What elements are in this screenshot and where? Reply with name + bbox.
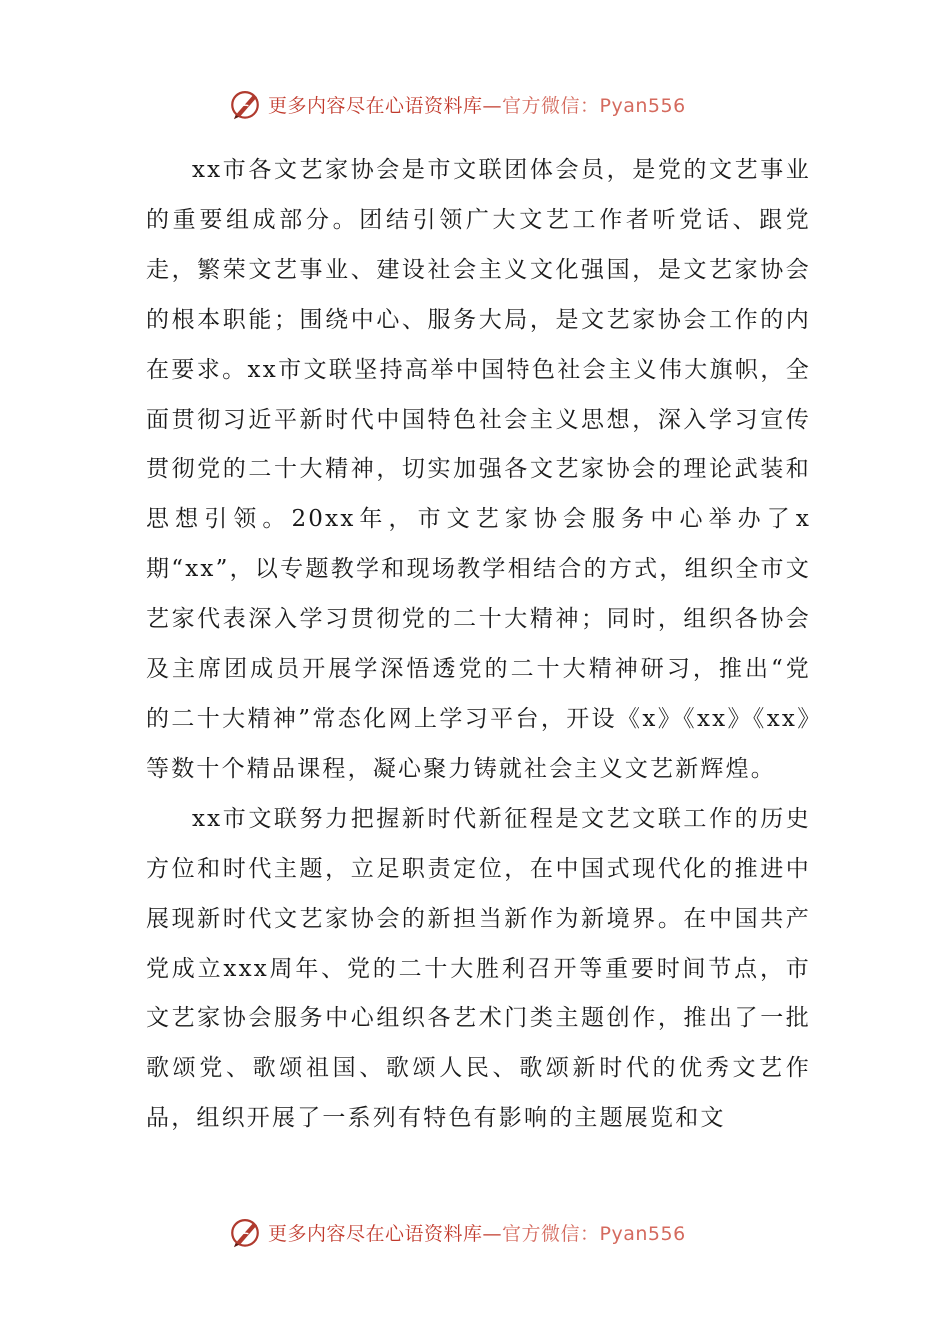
header-banner-wechat: 官方微信：Pyan556 (502, 94, 686, 117)
footer-banner-title: 更多内容尽在心语资料库— (268, 1222, 503, 1245)
paragraph-1: xx市各文艺家协会是市文联团体会员，是党的文艺事业的重要组成部分。团结引领广大文艺工作者听党话、跟党走，繁荣文艺事业、建设社会主义文化强国，是文艺家协会的根本职能；围绕中心、服务大局，是文艺家协会工作的内在要求。xx市文联坚持高举中国特色社会主义伟大旗帜，全面贯彻习近平新时代中国特色社会主义思想，深入学习宣传贯彻党的二十大精神，切实加强各文艺家协会的理论武装和思想引领。20xx年，市文艺家协会服务中心举办了x期“xx”，以专题教学和现场教学相结合的方式，组织全市文艺家代表深入学习贯彻党的二十大精神；同时，组织各协会及主席团成员开展学深悟透党的二十大精神研习，推出“党的二十大精神”常态化网上学习平台，开设《x》《xx》《xx》等数十个精品课程，凝心聚力铸就社会主义文艺新辉煌。 (146, 157, 811, 782)
document-body (146, 146, 811, 1144)
footer-banner (228, 1212, 686, 1252)
footer-banner-text (268, 1219, 686, 1246)
pen-logo-icon (228, 1215, 262, 1249)
header-banner-title: 更多内容尽在心语资料库— (268, 94, 503, 117)
header-banner (228, 84, 686, 124)
header-banner-text (268, 91, 686, 118)
paragraph-2: xx市文联努力把握新时代新征程是文艺文联工作的历史方位和时代主题，立足职责定位，在中国式现代化的推进中展现新时代文艺家协会的新担当新作为新境界。在中国共产党成立xxx周年、党的二十大胜利召开等重要时间节点，市文艺家协会服务中心组织各艺术门类主题创作，推出了一批歌颂党、歌颂祖国、歌颂人民、歌颂新时代的优秀文艺作品，组织开展了一系列有特色有影响的主题展览和文 (146, 805, 811, 1132)
footer-banner-wechat: 官方微信：Pyan556 (502, 1222, 686, 1245)
pen-logo-icon (228, 87, 262, 121)
